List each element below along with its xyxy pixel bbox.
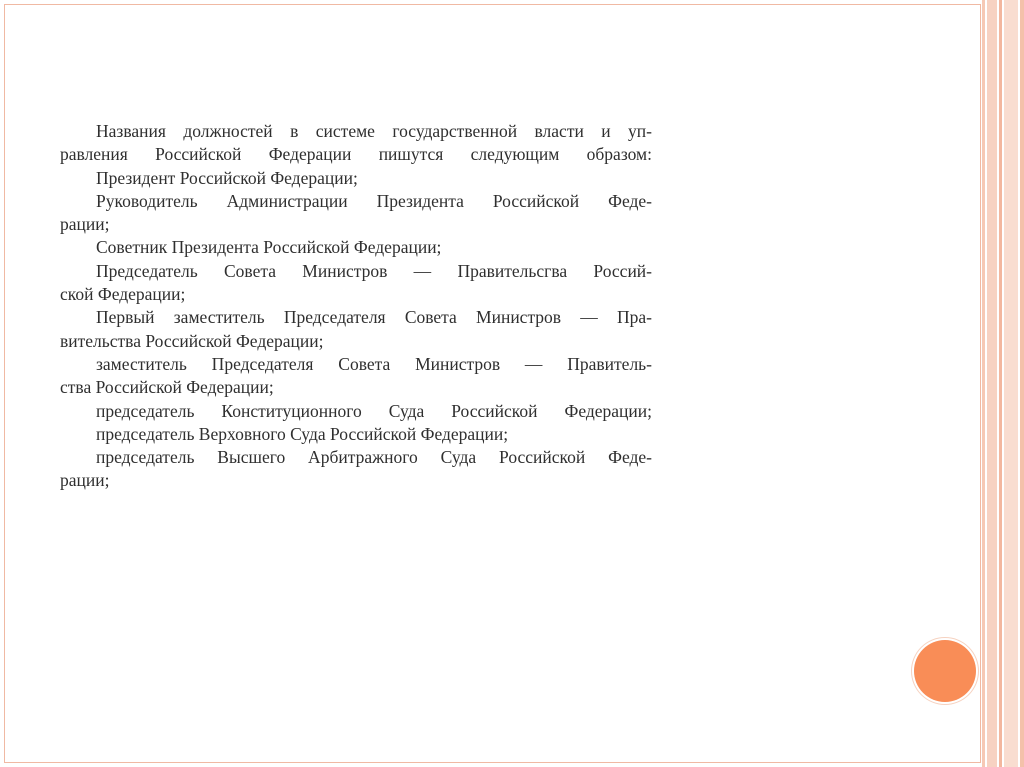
stripe: [1020, 0, 1024, 767]
text-line: Названия должностей в системе государственной власти и уп-: [96, 121, 652, 141]
text-line: ской Федерации;: [60, 284, 186, 305]
text-line: Руководитель Администрации Президента Российской Феде-: [96, 190, 652, 211]
text-line: ства Российской Федерации;: [60, 377, 274, 398]
text-line: председатель Высшего Арбитражного Суда Российской Феде-: [96, 447, 652, 468]
text-line: председатель Конституционного Суда Российской Федерации;: [96, 400, 652, 421]
document-text: [60, 120, 652, 495]
text-line: рации;: [60, 470, 110, 491]
stripe: [1004, 0, 1018, 767]
text-line: Председатель Совета Министров — Правительсгва Россий-: [96, 260, 652, 281]
stripe: [987, 0, 997, 767]
text-line: Первый заместитель Председателя Совета Министров — Пра-: [96, 307, 652, 328]
text-line: председатель Верховного Суда Российской Федерации;: [96, 423, 509, 444]
stripe: [999, 0, 1002, 767]
stripe: [982, 0, 985, 767]
decorative-stripes: [982, 0, 1024, 767]
accent-circle: [914, 640, 976, 702]
text-line: Президент Российской Федерации;: [96, 167, 358, 188]
text-line: вительства Российской Федерации;: [60, 330, 324, 351]
text-line: заместитель Председателя Совета Министров — Правитель-: [96, 353, 652, 374]
text-line: рации;: [60, 214, 110, 235]
text-line: равления Российской Федерации пишутся следующим образом:: [60, 144, 652, 165]
text-line: Советник Президента Российской Федерации;: [96, 237, 442, 258]
